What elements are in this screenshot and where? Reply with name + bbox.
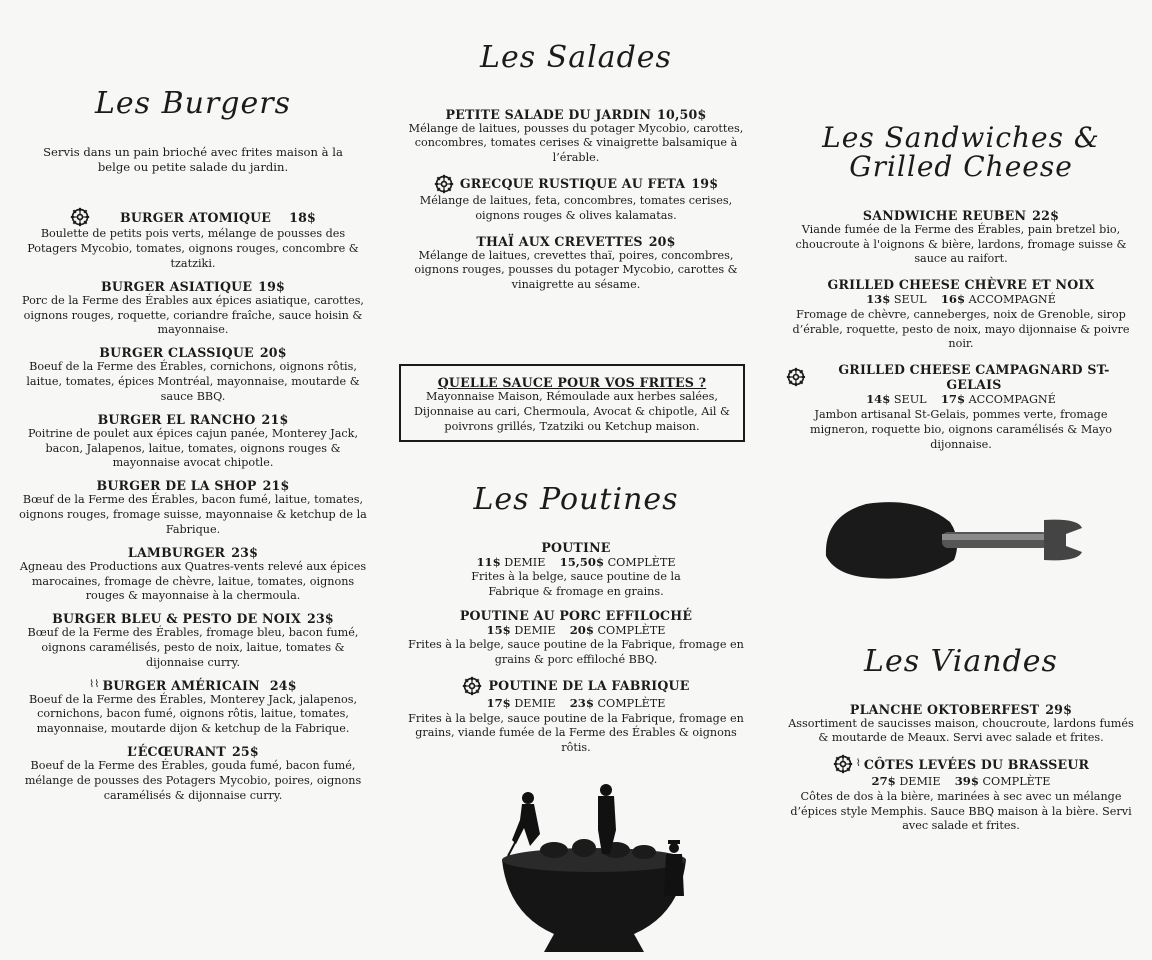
item-price: 25$ [231,743,259,759]
item-name: LAMBURGER [127,544,226,560]
item-name: BURGER AMÉRICAIN [102,677,260,693]
pepper-icon: ⌇ [855,758,861,770]
poutines-column [400,484,752,756]
price-half-label: DEMIE [514,696,556,710]
price-solo-label: SEUL [893,293,927,307]
burgers-intro: Servis dans un pain brioché avec frites maison à la belge ou petite salade du jardin. [43,144,343,175]
menu-item-burger-de-la-shop [18,478,368,537]
price-full: 39$ [954,774,979,789]
item-name: BURGER EL RANCHO [97,411,256,427]
price-half: 11$ [476,554,501,569]
menu-item-burger-americain [18,678,368,737]
price-half-label: DEMIE [514,623,556,637]
item-name: PETITE SALADE DU JARDIN [445,106,652,122]
item-prices [400,555,752,571]
item-description: Porc de la Ferme des Érables aux épices asiatique, carottes, oignons rouges, roquette, coriandre fraîche, sauce hoisin & mayonnaise. [22,293,364,337]
salades-column [400,0,752,293]
menu-item-lamburger [18,545,368,604]
sandwiches-column [786,0,1136,452]
item-description: Frites à la belge, sauce poutine de la Fabrique & fromage en grains. [471,570,681,598]
price-combo-label: ACCOMPAGNÉ [968,293,1056,307]
item-description: Viande fumée de la Ferme des Érables, pain bretzel bio, choucroute à l'oignons & bière, lardons, fromage suisse & sauce au raifort. [795,222,1127,266]
item-prices [786,392,1136,408]
menu-item-burger-bleu [18,611,368,670]
item-price: 19$ [258,278,286,294]
item-price: 18$ [289,209,316,225]
price-half: 17$ [486,695,511,710]
price-half-label: DEMIE [899,775,941,789]
meat-wrench-illustration [822,498,1086,584]
cauldron-illustration [494,784,694,956]
price-half: 27$ [871,774,896,789]
gear-icon [833,754,853,774]
viandes-column [786,646,1136,834]
item-description: Côtes de dos à la bière, marinées à sec avec un mélange d’épices style Memphis. Sauce BBQ maison à la bière. Servi avec salade et frites. [790,789,1132,833]
item-description: Fromage de chèvre, canneberges, noix de Grenoble, sirop d’érable, roquette, pesto de noix, mayo dijonnaise & poivre noir. [792,307,1130,351]
item-description: Boeuf de la Ferme des Érables, Monterey Jack, jalapenos, cornichons, bacon fumé, oignons rôtis, laitue, tomates, mayonnaise, moutarde dijon & ketchup de la Fabrique. [28,692,358,736]
item-description: Bœuf de la Ferme des Érables, bacon fumé, laitue, tomates, oignons rouges, fromage suisse, mayonnaise & ketchup de la Fabrique. [19,493,367,536]
price-half-label: DEMIE [504,555,546,569]
item-description: Boeuf de la Ferme des Érables, cornichons, oignons rôtis, laitue, tomates, épices Montréal, mayonnaise, moutarde & sauce BBQ. [26,360,360,403]
item-description: Mélange de laitues, feta, concombres, tomates cerises, oignons rouges & olives kalamatas. [419,193,733,222]
pepper-icon: ⌇⌇ [89,679,100,691]
item-name: BURGER DE LA SHOP [96,478,257,494]
menu-item-poutine [400,540,752,600]
item-name: GRECQUE RUSTIQUE AU FETA [459,176,686,192]
menu-item-poutine-porc [400,608,752,668]
item-description: Poitrine de poulet aux épices cajun panée, Monterey Jack, bacon, Jalapenos, laitue, tomates, oignons rouges & mayonnaise avocat chipotle. [27,426,359,470]
menu-item-grecque [400,174,752,224]
price-solo: 14$ [866,392,891,407]
price-full-label: COMPLÈTE [597,696,666,710]
price-half: 15$ [486,622,511,637]
item-name: GRILLED CHEESE CAMPAGNARD ST-GELAIS [838,362,1110,393]
item-description: Agneau des Productions aux Quatres-vents relevé aux épices marocaines, fromage de chèvre, laitue, tomates, oignons rouges & mayonnaise à la chermoula. [19,559,367,603]
item-name: BURGER ATOMIQUE [120,209,272,225]
item-name: BURGER ASIATIQUE [100,278,253,294]
price-full-label: COMPLÈTE [607,555,676,569]
item-description: Boulette de petits pois verts, mélange de pousses des Potagers Mycobio, tomates, oignons rouges, concombre & tzatziki. [27,227,359,271]
menu-item-cotes-levees [786,754,1136,834]
menu-item-lecoeurant [18,744,368,803]
price-solo: 13$ [866,292,891,307]
salades-title: Les Salades [480,40,672,75]
item-price: 22$ [1032,207,1060,223]
menu-item-burger-el-rancho [18,412,368,471]
item-prices [400,696,752,712]
menu-item-grilled-chevre [786,277,1136,352]
item-price: 29$ [1045,701,1073,717]
price-full: 15,50$ [559,554,605,569]
price-full-label: COMPLÈTE [597,623,666,637]
gear-icon [434,174,454,194]
item-description: Assortiment de saucisses maison, choucroute, lardons fumés & moutarde de Meaux. Servi avec salade et frites. [788,716,1134,745]
item-name: PLANCHE OKTOBERFEST [849,701,1040,717]
item-price: 21$ [261,411,289,427]
gear-icon [786,367,806,387]
price-full: 20$ [569,622,594,637]
menu-item-burger-asiatique [18,279,368,338]
price-combo: 16$ [940,292,966,307]
item-description: Mélange de laitues, pousses du potager Mycobio, carottes, concombres, tomates cerises & vinaigrette balsamique à l’érable. [408,121,744,165]
item-name: THAÏ AUX CREVETTES [476,233,643,249]
item-name: L’ÉCŒURANT [127,743,226,759]
burgers-title: Les Burgers [94,86,291,121]
item-description: Jambon artisanal St-Gelais, pommes verte, fromage migneron, roquette bio, oignons caramélisés & Mayo dijonnaise. [809,408,1112,451]
price-combo: 17$ [940,392,966,407]
gear-icon [462,676,482,696]
item-prices [786,774,1136,790]
item-price: 23$ [231,544,259,560]
menu-item-planche [786,702,1136,747]
item-prices [786,292,1136,308]
menu-item-reuben [786,208,1136,267]
item-name: BURGER CLASSIQUE [99,345,254,361]
item-description: Frites à la belge, sauce poutine de la Fabrique, fromage en grains & porc effiloché BBQ. [408,638,744,667]
price-combo-label: ACCOMPAGNÉ [968,393,1056,407]
viandes-title: Les Viandes [864,644,1058,679]
menu-item-petite-salade [400,107,752,166]
item-prices [400,623,752,639]
item-price: 20$ [648,233,676,249]
item-name: SANDWICHE REUBEN [862,207,1027,223]
menu-item-burger-atomique [18,207,368,271]
price-solo-label: SEUL [893,393,927,407]
item-price: 20$ [259,345,287,361]
item-name: GRILLED CHEESE CHÈVRE ET NOIX [827,277,1095,293]
menu-item-grilled-campagnard [786,362,1136,452]
menu-item-poutine-fabrique [400,676,752,756]
item-name: BURGER BLEU & PESTO DE NOIX [52,611,301,627]
item-price: 23$ [306,611,334,627]
sauce-title: QUELLE SAUCE POUR VOS FRITES ? [437,375,707,390]
item-price: 19$ [691,176,719,192]
item-name: POUTINE DE LA FABRIQUE [488,678,690,694]
item-description: Boeuf de la Ferme des Érables, gouda fumé, bacon fumé, mélange de pousses des Potagers Mycobio, poires, oignons caramélisés & dijonnaise curry. [24,759,362,802]
item-price: 24$ [269,677,297,693]
price-full-label: COMPLÈTE [982,775,1051,789]
price-full: 23$ [569,695,594,710]
item-price: 21$ [262,478,290,494]
item-description: Bœuf de la Ferme des Érables, fromage bleu, bacon fumé, oignons caramélisés, pesto de noix, laitue, tomates & dijonnaise curry. [27,626,359,669]
sandwiches-title: Les Sandwiches & Grilled Cheese [822,121,1100,184]
item-name: CÔTES LEVÉES DU BRASSEUR [863,756,1090,772]
item-name: POUTINE [541,539,611,555]
sauce-description: Mayonnaise Maison, Rémoulade aux herbes salées, Dijonnaise au cari, Chermoula, Avocat & chipotle, Ail & poivrons grillés, Tzatziki ou Ketchup maison. [413,390,731,433]
poutines-title: Les Poutines [473,482,679,517]
menu-item-burger-classique [18,345,368,404]
sauce-box [399,364,745,442]
item-price: 10,50$ [657,106,707,122]
menu-item-thai [400,234,752,293]
item-description: Frites à la belge, sauce poutine de la Fabrique, fromage en grains, viande fumée de la Ferme des Érables & oignons rôtis. [408,711,744,755]
burgers-column [18,0,368,803]
gear-icon [70,207,90,227]
item-name: POUTINE AU PORC EFFILOCHÉ [459,607,693,623]
item-description: Mélange de laitues, crevettes thaï, poires, concombres, oignons rouges, pousses du potager Mycobio, carottes & vinaigrette au sésame. [414,248,738,292]
